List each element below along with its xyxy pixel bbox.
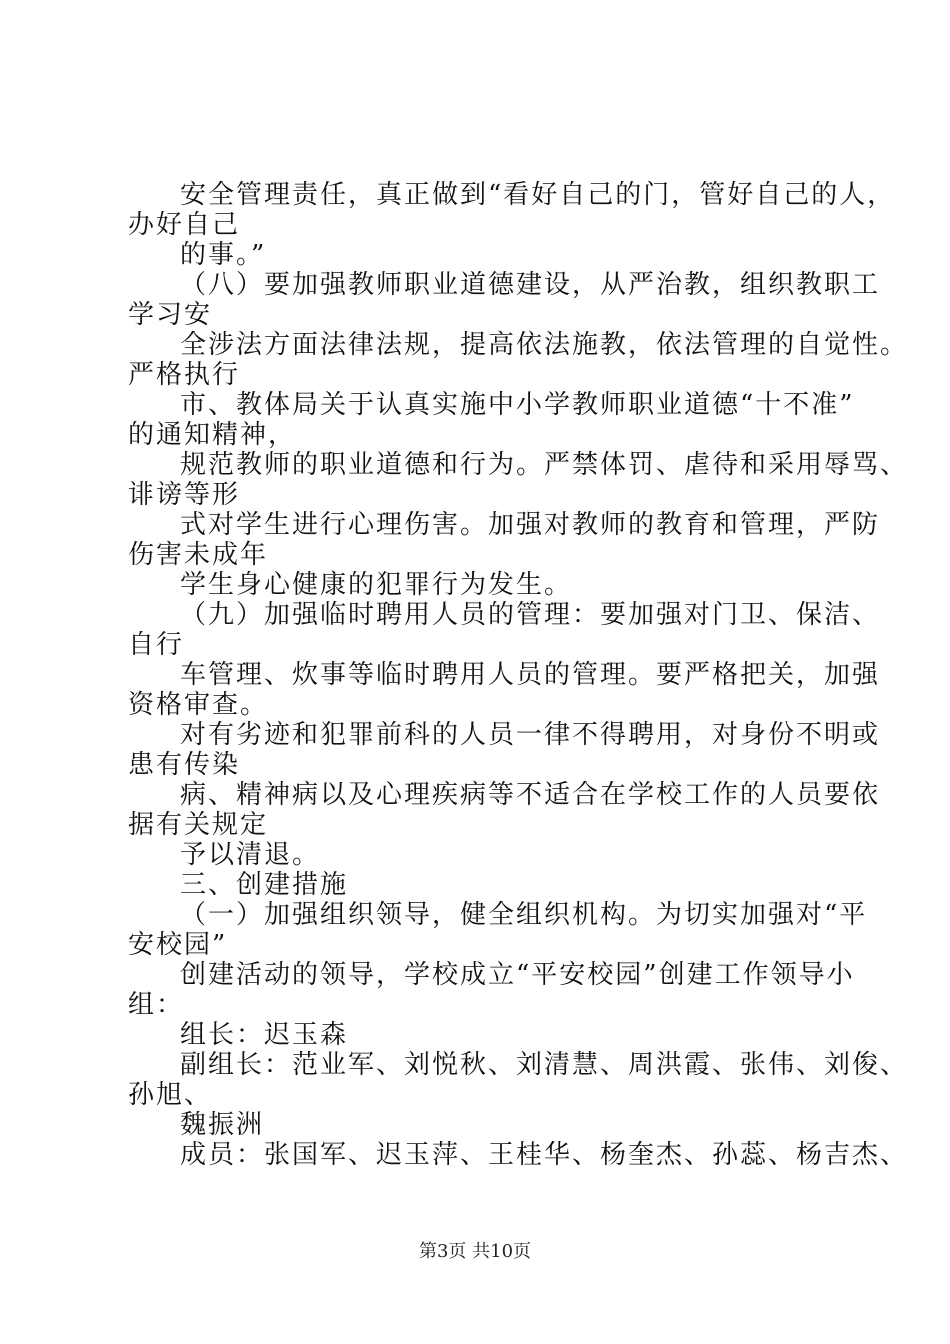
text-line: 市、教体局关于认真实施中小学教师职业道德“十不准”: [180, 390, 855, 420]
text-line: 对有劣迹和犯罪前科的人员一律不得聘用，对身份不明或: [180, 720, 881, 750]
text-line: 创建活动的领导，学校成立“平安校园”创建工作领导小: [180, 960, 855, 990]
text-line: 车管理、炊事等临时聘用人员的管理。要严格把关，加强: [180, 660, 881, 690]
text-line: 式对学生进行心理伤害。加强对教师的教育和管理，严防: [180, 510, 881, 540]
text-line: 病、精神病以及心理疾病等不适合在学校工作的人员要依: [180, 780, 881, 810]
text-line: 资格审查。: [128, 690, 269, 720]
text-line: 组长：迟玉森: [180, 1020, 349, 1050]
text-line: 安校园”: [128, 930, 228, 960]
text-line: 伤害未成年: [128, 540, 269, 570]
text-line: 自行: [128, 630, 185, 660]
text-line: 办好自己: [128, 210, 241, 240]
text-line: 予以清退。: [180, 840, 321, 870]
section-heading: 三、创建措施: [180, 870, 349, 900]
text-line: 严格执行: [128, 360, 241, 390]
text-line: （八）要加强教师职业道德建设，从严治教，组织教职工: [180, 270, 881, 300]
text-line: 据有关规定: [128, 810, 269, 840]
text-line: 学习安: [128, 300, 213, 330]
text-line: 成员：张国军、迟玉萍、王桂华、杨奎杰、孙蕊、杨吉杰、: [180, 1140, 909, 1170]
text-line: （一）加强组织领导，健全组织机构。为切实加强对“平: [180, 900, 868, 930]
text-line: 患有传染: [128, 750, 241, 780]
text-line: 的通知精神，: [128, 420, 297, 450]
text-line: 孙旭、: [128, 1080, 213, 1110]
text-line: 的事。”: [180, 240, 267, 270]
text-line: 全涉法方面法律法规，提高依法施教，依法管理的自觉性。: [180, 330, 909, 360]
text-line: 规范教师的职业道德和行为。严禁体罚、虐待和采用辱骂、: [180, 450, 909, 480]
text-line: 魏振洲: [180, 1110, 265, 1140]
text-line: （九）加强临时聘用人员的管理：要加强对门卫、保洁、: [180, 600, 881, 630]
text-line: 副组长：范业军、刘悦秋、刘清慧、周洪霞、张伟、刘俊、: [180, 1050, 909, 1080]
text-line: 组：: [128, 990, 185, 1020]
text-line: 诽谤等形: [128, 480, 241, 510]
text-line: 安全管理责任，真正做到“看好自己的门，管好自己的人，: [180, 180, 896, 210]
text-line: 学生身心健康的犯罪行为发生。: [180, 570, 573, 600]
page-number-footer: 第3页 共10页: [418, 1241, 532, 1262]
